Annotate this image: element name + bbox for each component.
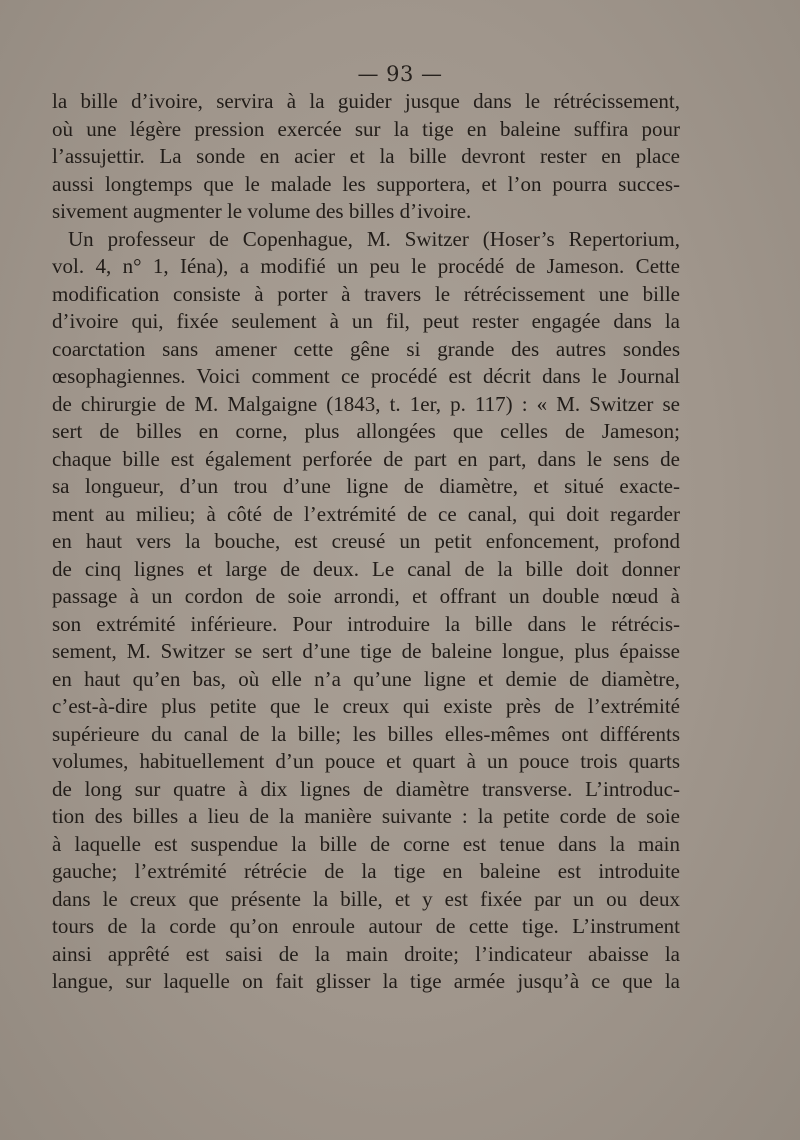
text-line: où une légère pression exercée sur la tige en baleine suffira pour	[52, 116, 680, 141]
text-line: sement, M. Switzer se sert d’une tige de baleine longue, plus épaisse	[52, 639, 680, 663]
text-line: sert de billes en corne, plus allongées que celles de Jameson;	[52, 419, 680, 443]
text-line: chaque bille est également perforée de part en part, dans le sens de	[52, 446, 680, 471]
text-line: passage à un cordon de soie arrondi, et offrant un double nœud à	[52, 584, 680, 608]
text-line: langue, sur laquelle on fait glisser la tige armée jusqu’à ce que la	[52, 969, 680, 993]
text-line: la bille d’ivoire, servira à la guider jusque dans le rétrécissement,	[52, 89, 680, 113]
text-line: coarctation sans amener cette gêne si grande des autres sondes	[52, 336, 680, 361]
text-line: aussi longtemps que le malade les supportera, et l’on pourra succes-	[52, 171, 680, 196]
text-line: de chirurgie de M. Malgaigne (1843, t. 1er, p. 117) : « M. Switzer se	[52, 391, 680, 416]
text-line: ainsi apprêté est saisi de la main droite; l’indicateur abaisse la	[52, 941, 680, 966]
text-line: tours de la corde qu’on enroule autour de cette tige. L’instrument	[52, 914, 680, 938]
text-line: l’assujettir. La sonde en acier et la bille devront rester en place	[52, 144, 680, 168]
text-line: ment au milieu; à côté de l’extrémité de ce canal, qui doit regarder	[52, 501, 680, 526]
text-line: modification consiste à porter à travers le rétrécissement une bille	[52, 281, 680, 306]
text-line: vol. 4, n° 1, Iéna), a modifié un peu le procédé de Jameson. Cette	[52, 254, 680, 278]
page-number: — 93 —	[357, 62, 443, 86]
body-text	[52, 88, 680, 996]
text-line: sa longueur, d’un trou d’une ligne de diamètre, et situé exacte-	[52, 474, 680, 498]
text-line: en haut vers la bouche, est creusé un petit enfoncement, profond	[52, 529, 680, 553]
text-line: volumes, habituellement d’un pouce et quart à un pouce trois quarts	[52, 749, 680, 773]
text-line: son extrémité inférieure. Pour introduire la bille dans le rétrécis-	[52, 611, 680, 636]
text-line: en haut qu’en bas, où elle n’a qu’une ligne et demie de diamètre,	[52, 666, 680, 691]
text-line: dans le creux que présente la bille, et y est fixée par un ou deux	[52, 886, 680, 911]
text-line: œsophagiennes. Voici comment ce procédé est décrit dans le Journal	[52, 364, 680, 388]
text-line: de cinq lignes et large de deux. Le canal de la bille doit donner	[52, 556, 680, 581]
text-line: tion des billes a lieu de la manière suivante : la petite corde de soie	[52, 804, 680, 828]
text-line: à laquelle est suspendue la bille de corne est tenue dans la main	[52, 831, 680, 856]
text-line: c’est-à-dire plus petite que le creux qui existe près de l’extrémité	[52, 694, 680, 718]
text-line: supérieure du canal de la bille; les billes elles-mêmes ont différents	[52, 721, 680, 746]
text-line: gauche; l’extrémité rétrécie de la tige en baleine est introduite	[52, 859, 680, 883]
text-line: de long sur quatre à dix lignes de diamètre transverse. L’introduc-	[52, 776, 680, 801]
text-line: sivement augmenter le volume des billes d’ivoire.	[52, 199, 472, 223]
text-line: d’ivoire qui, fixée seulement à un fil, peut rester engagée dans la	[52, 309, 680, 333]
text-line: Un professeur de Copenhague, M. Switzer (Hoser’s Repertorium,	[68, 226, 680, 251]
